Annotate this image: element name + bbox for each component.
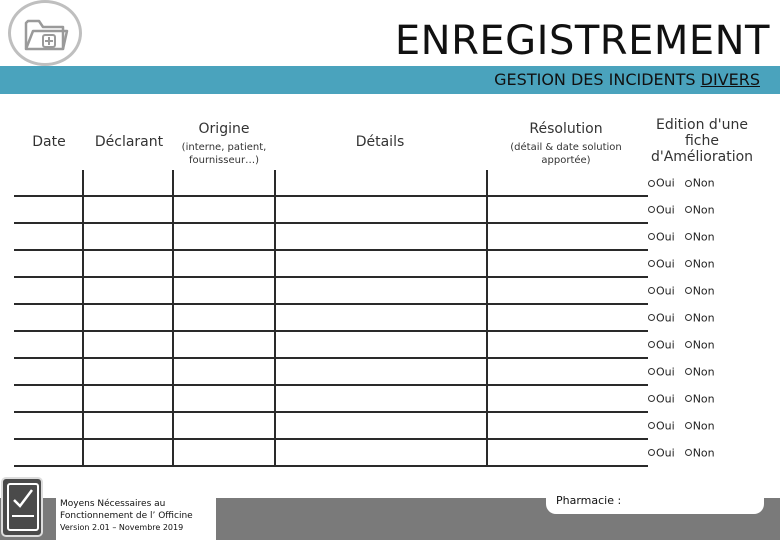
cell-date[interactable] — [14, 358, 83, 385]
radio-oui[interactable] — [648, 314, 655, 321]
option-non[interactable] — [685, 176, 715, 190]
radio-oui[interactable] — [648, 287, 655, 294]
cell-declarant[interactable] — [83, 170, 173, 196]
cell-details[interactable] — [275, 331, 487, 358]
table-row — [14, 385, 766, 412]
cell-resolution[interactable] — [487, 385, 648, 412]
col-header-edition-line2: fiche — [684, 133, 719, 149]
cell-edition — [648, 196, 766, 223]
cell-edition — [648, 412, 766, 439]
cell-declarant[interactable] — [83, 412, 173, 439]
table-row — [14, 196, 766, 223]
col-header-resolution — [496, 121, 636, 167]
cell-date[interactable] — [14, 250, 83, 277]
cell-date[interactable] — [14, 277, 83, 304]
radio-non[interactable] — [685, 260, 692, 267]
cell-resolution[interactable] — [487, 223, 648, 250]
footer-info-box — [56, 496, 216, 540]
radio-non[interactable] — [685, 449, 692, 456]
option-non[interactable] — [685, 419, 715, 433]
radio-oui[interactable] — [648, 233, 655, 240]
option-oui[interactable] — [648, 284, 675, 298]
footer-line2: Fonctionnement de l’ Officine — [60, 511, 193, 521]
cell-declarant[interactable] — [83, 331, 173, 358]
cell-origine[interactable] — [173, 439, 275, 466]
radio-non[interactable] — [685, 368, 692, 375]
cell-details[interactable] — [275, 385, 487, 412]
option-oui[interactable] — [648, 419, 675, 433]
cell-date[interactable] — [14, 331, 83, 358]
cell-origine[interactable] — [173, 412, 275, 439]
option-oui-label: Oui — [656, 257, 675, 271]
radio-non[interactable] — [685, 395, 692, 402]
cell-resolution[interactable] — [487, 331, 648, 358]
option-non-label: Non — [692, 365, 715, 379]
table-row — [14, 358, 766, 385]
incident-table-body — [14, 170, 766, 466]
col-header-declarant — [84, 134, 174, 150]
page-subtitle — [494, 70, 760, 89]
cell-origine[interactable] — [173, 331, 275, 358]
cell-origine[interactable] — [173, 196, 275, 223]
table-row — [14, 250, 766, 277]
option-non[interactable] — [685, 257, 715, 271]
radio-non[interactable] — [685, 180, 692, 187]
cell-resolution[interactable] — [487, 358, 648, 385]
table-row — [14, 412, 766, 439]
option-oui-label: Oui — [656, 365, 675, 379]
radio-oui[interactable] — [648, 368, 655, 375]
cell-date[interactable] — [14, 223, 83, 250]
option-oui[interactable] — [648, 176, 675, 190]
col-header-date — [14, 134, 84, 150]
cell-details[interactable] — [275, 223, 487, 250]
option-non-label: Non — [692, 392, 715, 406]
col-header-resolution-label: Résolution — [529, 121, 603, 137]
option-oui-label: Oui — [656, 446, 675, 460]
cell-declarant[interactable] — [83, 250, 173, 277]
option-oui-label: Oui — [656, 419, 675, 433]
option-oui[interactable] — [648, 392, 675, 406]
col-header-details-label: Détails — [355, 134, 405, 150]
cell-origine[interactable] — [173, 358, 275, 385]
cell-origine[interactable] — [173, 223, 275, 250]
cell-details[interactable] — [275, 304, 487, 331]
option-oui[interactable] — [648, 203, 675, 217]
cell-date[interactable] — [14, 385, 83, 412]
cell-edition — [648, 304, 766, 331]
col-header-details — [274, 134, 486, 150]
col-header-declarant-label: Déclarant — [94, 134, 164, 150]
cell-origine[interactable] — [173, 170, 275, 196]
option-oui[interactable] — [648, 230, 675, 244]
col-header-date-label: Date — [32, 134, 66, 150]
option-oui[interactable] — [648, 446, 675, 460]
footer-line1: Moyens Nécessaires au — [60, 499, 166, 509]
cell-resolution[interactable] — [487, 196, 648, 223]
cell-edition — [648, 223, 766, 250]
cell-details[interactable] — [275, 439, 487, 466]
col-header-edition — [644, 117, 760, 165]
col-header-resolution-sub: (détail & date solution apportée) — [510, 142, 622, 166]
option-oui-label: Oui — [656, 311, 675, 325]
radio-oui[interactable] — [648, 341, 655, 348]
cell-details[interactable] — [275, 170, 487, 196]
footer-version: Version 2.01 – Novembre 2019 — [60, 523, 184, 532]
radio-oui[interactable] — [648, 180, 655, 187]
cell-edition — [648, 331, 766, 358]
option-non-label: Non — [692, 419, 715, 433]
table-row — [14, 223, 766, 250]
option-non-label: Non — [692, 176, 715, 190]
option-oui-label: Oui — [656, 338, 675, 352]
cell-resolution[interactable] — [487, 277, 648, 304]
cell-declarant[interactable] — [83, 304, 173, 331]
option-oui[interactable] — [648, 365, 675, 379]
option-oui-label: Oui — [656, 392, 675, 406]
option-non-label: Non — [692, 284, 715, 298]
table-row — [14, 304, 766, 331]
option-non[interactable] — [685, 446, 715, 460]
subtitle-main: GESTION DES INCIDENTS — [494, 70, 701, 89]
cell-edition — [648, 277, 766, 304]
option-non[interactable] — [685, 338, 715, 352]
cell-declarant[interactable] — [83, 277, 173, 304]
cell-origine[interactable] — [173, 385, 275, 412]
cell-details[interactable] — [275, 250, 487, 277]
col-header-origine-label: Origine — [198, 121, 250, 137]
incident-table — [14, 170, 766, 467]
cell-date[interactable] — [14, 170, 83, 196]
cell-edition — [648, 358, 766, 385]
radio-oui[interactable] — [648, 449, 655, 456]
option-oui[interactable] — [648, 338, 675, 352]
col-header-origine — [174, 121, 274, 167]
option-oui-label: Oui — [656, 284, 675, 298]
cell-declarant[interactable] — [83, 223, 173, 250]
cell-date[interactable] — [14, 196, 83, 223]
option-non-label: Non — [692, 446, 715, 460]
option-oui[interactable] — [648, 311, 675, 325]
option-oui-label: Oui — [656, 176, 675, 190]
option-non[interactable] — [685, 311, 715, 325]
cell-origine[interactable] — [173, 277, 275, 304]
radio-oui[interactable] — [648, 422, 655, 429]
logo — [8, 0, 82, 66]
cell-details[interactable] — [275, 196, 487, 223]
option-oui[interactable] — [648, 257, 675, 271]
cell-date[interactable] — [14, 439, 83, 466]
cell-date[interactable] — [14, 304, 83, 331]
radio-non[interactable] — [685, 341, 692, 348]
radio-non[interactable] — [685, 206, 692, 213]
cell-details[interactable] — [275, 277, 487, 304]
option-non[interactable] — [685, 230, 715, 244]
cell-declarant[interactable] — [83, 358, 173, 385]
table-row — [14, 170, 766, 196]
col-header-origine-sub: (interne, patient, fournisseur…) — [181, 142, 267, 166]
cell-edition — [648, 250, 766, 277]
option-oui-label: Oui — [656, 230, 675, 244]
option-non[interactable] — [685, 203, 715, 217]
radio-non[interactable] — [685, 422, 692, 429]
cell-resolution[interactable] — [487, 170, 648, 196]
option-non-label: Non — [692, 338, 715, 352]
cell-declarant[interactable] — [83, 196, 173, 223]
radio-oui[interactable] — [648, 260, 655, 267]
cell-resolution[interactable] — [487, 304, 648, 331]
subtitle-underlined: DIVERS — [700, 70, 760, 89]
table-row — [14, 277, 766, 304]
option-non-label: Non — [692, 203, 715, 217]
radio-oui[interactable] — [648, 395, 655, 402]
col-header-edition-line3: d'Amélioration — [650, 149, 754, 165]
radio-non[interactable] — [685, 233, 692, 240]
cell-resolution[interactable] — [487, 250, 648, 277]
option-non-label: Non — [692, 257, 715, 271]
col-header-edition-line1: Edition d'une — [656, 117, 748, 133]
medical-folder-icon — [23, 13, 69, 55]
cell-details[interactable] — [275, 358, 487, 385]
pharmacy-label: Pharmacie : — [556, 494, 622, 507]
footer-text — [60, 498, 193, 534]
cell-edition — [648, 385, 766, 412]
cell-origine[interactable] — [173, 250, 275, 277]
table-row — [14, 331, 766, 358]
option-non-label: Non — [692, 230, 715, 244]
option-oui-label: Oui — [656, 203, 675, 217]
cell-edition — [648, 439, 766, 466]
cell-resolution[interactable] — [487, 439, 648, 466]
checklist-book-icon — [0, 470, 50, 540]
cell-date[interactable] — [14, 412, 83, 439]
pharmacy-box — [546, 486, 764, 514]
cell-origine[interactable] — [173, 304, 275, 331]
table-row — [14, 439, 766, 466]
cell-details[interactable] — [275, 412, 487, 439]
cell-resolution[interactable] — [487, 412, 648, 439]
option-non[interactable] — [685, 392, 715, 406]
option-non-label: Non — [692, 311, 715, 325]
cell-declarant[interactable] — [83, 439, 173, 466]
radio-non[interactable] — [685, 314, 692, 321]
cell-edition — [648, 170, 766, 196]
radio-oui[interactable] — [648, 206, 655, 213]
option-non[interactable] — [685, 284, 715, 298]
cell-declarant[interactable] — [83, 385, 173, 412]
radio-non[interactable] — [685, 287, 692, 294]
page-title: ENREGISTREMENT — [394, 18, 770, 64]
option-non[interactable] — [685, 365, 715, 379]
